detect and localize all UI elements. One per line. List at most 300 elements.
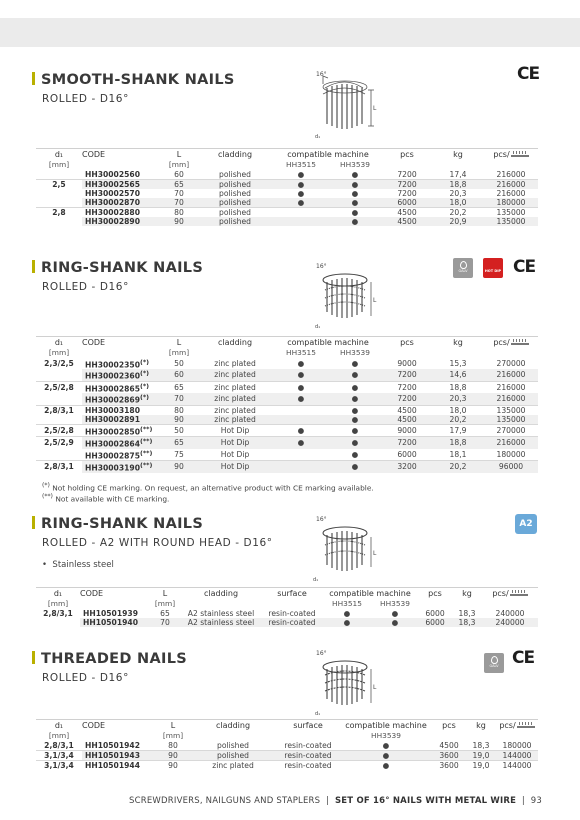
footnote-marker: (**)	[139, 462, 153, 470]
code-cell: HH30002865(*)	[82, 381, 162, 393]
pcs-cell: 7200	[382, 393, 432, 405]
length-cell: 90	[162, 415, 196, 425]
diameter-cell	[36, 170, 82, 180]
col-header-surface: surface	[262, 588, 322, 599]
smooth-shank-table	[36, 148, 538, 226]
kg-cell: 15,3	[449, 358, 467, 368]
footnote-marker: (**)	[139, 449, 153, 457]
diameter-cell: 2,8/3,1	[36, 461, 82, 473]
kg-cell: 17,9	[432, 424, 484, 437]
code-cell: HH30002891	[82, 415, 162, 425]
table-row	[36, 217, 538, 226]
machine-dot-cell: ●	[274, 381, 328, 393]
svg-text:d₁: d₁	[315, 324, 321, 330]
section-subtitle: ROLLED - A2 WITH ROUND HEAD - D16°	[42, 537, 273, 549]
cladding-cell: zinc plated	[196, 369, 274, 381]
col-header-cladding: cladding	[180, 588, 262, 599]
pcs-cell: 7200	[382, 381, 432, 393]
pcs-cell: 4500	[382, 405, 432, 415]
ce-mark-icon: CE	[512, 648, 535, 668]
col-header-pcs: pcs	[382, 337, 432, 348]
table-row	[36, 179, 538, 189]
col-header-L: L	[162, 337, 196, 348]
diameter-cell	[36, 198, 82, 208]
diameter-cell: 2,8/3,1	[36, 405, 82, 415]
machine-dot-cell: ●	[351, 188, 359, 198]
machine-dot-cell: ●	[274, 393, 328, 405]
pcs-pallet-cell: 180000	[484, 198, 538, 208]
kg-cell: 18,0	[432, 198, 484, 208]
pcs-pallet-cell: 180000	[496, 449, 526, 459]
angle-label: 16°	[316, 71, 327, 78]
cladding-cell: polished	[217, 740, 249, 750]
page-footer: SCREWDRIVERS, NAILGUNS AND STAPLERS | SET OF 16° NAILS WITH METAL WIRE | 93	[129, 796, 542, 806]
svg-text:16°: 16°	[316, 516, 327, 523]
pcs-cell: 7200	[382, 179, 432, 189]
length-cell: 65	[162, 381, 196, 393]
diameter-cell: 2,5/2,8	[36, 424, 82, 437]
length-cell: 80	[162, 207, 196, 217]
kg-cell: 18,3	[472, 740, 490, 750]
machine-dot-cell: ●	[274, 437, 328, 449]
length-cell: 90	[162, 217, 196, 226]
pcs-cell: 3200	[382, 461, 432, 473]
footnote-marker: (**)	[139, 438, 153, 446]
table-row	[36, 405, 538, 415]
footnote: (*) Not holding CE marking. On request, an alternative product with CE marking available.	[42, 482, 374, 493]
col-header-pcs-pallet: pcs/	[484, 337, 538, 348]
length-cell: 70	[162, 393, 196, 405]
kg-cell: 18,1	[449, 449, 467, 459]
diameter-cell: 2,8/3,1	[43, 608, 73, 618]
code-cell: HH30003190(**)	[82, 461, 162, 473]
machine-dot-cell: ●	[351, 169, 359, 179]
col-header-code: CODE	[82, 720, 156, 731]
code-cell: HH10501939	[83, 608, 138, 618]
pcs-pallet-cell: 216000	[484, 381, 538, 393]
diameter-cell	[36, 189, 82, 198]
pcs-pallet-cell: 216000	[496, 188, 526, 198]
pcs-pallet-cell: 135000	[484, 405, 538, 415]
table-row	[36, 424, 538, 437]
code-cell: HH10501942	[85, 740, 140, 750]
pcs-cell: 7200	[382, 437, 432, 449]
machine-dot-cell: ●	[351, 358, 359, 368]
pcs-pallet-cell: 216000	[484, 369, 538, 381]
machine-dot-cell: ●	[328, 217, 382, 226]
svg-text:L: L	[373, 550, 377, 557]
table-row	[36, 189, 538, 198]
code-cell: HH30002570	[85, 188, 140, 198]
svg-text:L: L	[373, 297, 377, 304]
pcs-pallet-cell: 180000	[502, 740, 532, 750]
section-title: RING-SHANK NAILS	[32, 260, 203, 276]
code-cell: HH10501943	[82, 750, 156, 760]
machine-dot-cell: ●	[274, 424, 328, 437]
cladding-cell: polished	[196, 207, 274, 217]
machine-dot-cell: ●	[274, 369, 328, 381]
svg-text:d₁: d₁	[315, 711, 321, 717]
diameter-cell	[36, 449, 82, 461]
footer-category: SCREWDRIVERS, NAILGUNS AND STAPLERS	[129, 796, 321, 806]
col-header-code: CODE	[82, 337, 162, 348]
kg-cell: 19,0	[466, 750, 496, 760]
footnote-marker: (*)	[139, 358, 150, 366]
coil-nail-icon	[305, 260, 385, 330]
kg-cell: 18,3	[458, 608, 476, 618]
col-header-surface: surface	[276, 720, 340, 731]
col-header-d: d₁	[36, 149, 82, 160]
length-cell: 90	[162, 461, 196, 473]
kg-cell: 20,2	[432, 415, 484, 425]
diameter-cell: 2,5	[36, 179, 82, 189]
cladding-cell: polished	[219, 188, 251, 198]
pallet-icon	[511, 339, 529, 345]
ce-mark-icon: CE	[513, 257, 536, 277]
machine-dot-cell: ●	[340, 760, 432, 770]
machine-dot-cell	[274, 415, 328, 425]
pcs-cell: 3600	[432, 750, 466, 760]
surface-cell: resin-coated	[276, 750, 340, 760]
cladding-cell: zinc plated	[196, 381, 274, 393]
machine-dot-cell: ●	[322, 618, 372, 627]
col-header-L: L	[156, 720, 190, 731]
pallet-icon	[517, 722, 535, 728]
ring-shank-table: d₁ CODE L cladding compatible machine pcs kg pcs/ [mm] [mm] HH3515 HH3539 2,3/2,5 HH30002350(*) 50 zinc plated ● ● 9000 15,3 270000 HH30002360(*) 60 zinc plated ● ● 7200 14,6 216000 2,5/2,8 HH30002865(*) 65 zinc plated ● ● 7200 18,8 216000 HH30002869(*) 70 zinc plated ● ● 7200 20,3 216000 2,8/3,1 HH30003180 80 zinc plated ● 4500 18,0 135000 HH30002891 90 zinc plated ● 4500 20,2 135000 2,5/2,8 HH30002850(**) 50 Hot Dip ● ● 9000 17,9 270000 2,5/2,9 HH30002864(**) 65 Hot Dip ● ● 7200 18,8 216000 HH30002875(**) 75 Hot Dip ● 6000 18,1 180000 2,8/3,1 HH30003190(**) 90 Hot Dip ● 3200 20,2 96000	[36, 336, 538, 473]
kg-cell: 18,8	[432, 437, 484, 449]
pcs-cell: 9000	[397, 358, 417, 368]
galv-badge-icon: GALV	[484, 653, 504, 673]
table-row	[36, 415, 538, 425]
length-cell: 90	[156, 750, 190, 760]
cladding-cell: polished	[196, 217, 274, 226]
code-cell: HH10501940	[80, 618, 150, 627]
surface-cell: resin-coated	[262, 618, 322, 627]
machine-dot-cell: ●	[297, 358, 305, 368]
length-cell: 60	[162, 369, 196, 381]
pcs-cell: 7200	[382, 369, 432, 381]
machine-dot-cell: ●	[328, 437, 382, 449]
length-cell: 75	[174, 449, 184, 459]
table-row	[36, 393, 538, 405]
cladding-cell: Hot Dip	[196, 437, 274, 449]
pcs-pallet-cell: 240000	[482, 618, 538, 627]
table-row	[36, 449, 538, 461]
footnote: (**) Not available with CE marking.	[42, 493, 170, 504]
kg-cell: 20,2	[432, 461, 484, 473]
unit-mm: [mm]	[48, 160, 70, 169]
surface-cell: resin-coated	[268, 608, 316, 618]
length-cell: 80	[168, 740, 178, 750]
diameter-cell: 3,1/3,4	[36, 760, 82, 770]
machine-dot-cell: ●	[343, 608, 351, 618]
col-header-pcs: pcs	[432, 720, 466, 731]
code-cell: HH30003180	[82, 405, 162, 415]
footnote-marker: (*)	[139, 382, 150, 390]
diameter-cell: 2,5/2,8	[36, 381, 82, 393]
cladding-cell: zinc plated	[196, 415, 274, 425]
pcs-pallet-cell: 216000	[484, 393, 538, 405]
pcs-pallet-cell: 135000	[484, 207, 538, 217]
col-header-L: L	[150, 588, 180, 599]
length-cell: 90	[156, 760, 190, 770]
section-title: THREADED NAILS	[32, 651, 187, 667]
unit-mm: [mm]	[168, 160, 190, 169]
pcs-pallet-cell: 135000	[484, 217, 538, 226]
pcs-pallet-cell: 270000	[496, 358, 526, 368]
code-cell: HH30002869(*)	[82, 393, 162, 405]
pcs-cell: 6000	[425, 608, 445, 618]
kg-cell: 17,4	[449, 169, 467, 179]
code-cell: HH30002870	[82, 198, 162, 208]
length-cell: 70	[174, 188, 184, 198]
title-accent-bar	[32, 72, 35, 85]
col-header-d: d₁	[36, 337, 82, 348]
table-row	[36, 170, 538, 180]
pcs-cell: 6000	[418, 618, 452, 627]
col-header-machine: compatible machine	[340, 720, 432, 731]
col-header-L: L	[162, 149, 196, 160]
machine-dot-cell: ●	[297, 188, 305, 198]
kg-cell: 19,0	[466, 760, 496, 770]
pcs-pallet-cell: 216000	[484, 179, 538, 189]
table-row	[36, 760, 538, 770]
cladding-cell: A2 stainless steel	[180, 618, 262, 627]
length-cell: 65	[162, 179, 196, 189]
machine-dot-cell: ●	[328, 369, 382, 381]
cladding-cell: polished	[196, 179, 274, 189]
material-bullet: • Stainless steel	[42, 560, 114, 570]
pcs-pallet-cell: 240000	[495, 608, 525, 618]
col-header-kg: kg	[452, 588, 482, 599]
coil-nail-icon	[305, 513, 385, 583]
col-header-pcs-pallet: pcs/	[496, 720, 538, 731]
kg-cell: 18,3	[452, 618, 482, 627]
code-cell: HH30002350(*)	[85, 358, 150, 370]
footnote-marker: (*)	[139, 394, 150, 402]
diameter-cell: 2,8/3,1	[44, 740, 74, 750]
table-row	[36, 750, 538, 760]
diameter-cell: 3,1/3,4	[36, 750, 82, 760]
pcs-cell: 3600	[432, 760, 466, 770]
pcs-pallet-cell: 216000	[484, 437, 538, 449]
table-row	[36, 369, 538, 381]
pcs-cell: 6000	[382, 198, 432, 208]
section-subtitle: ROLLED - D16°	[42, 281, 129, 293]
a2-badge-icon: A2	[515, 514, 537, 534]
code-cell: HH30002850(**)	[82, 424, 162, 437]
machine-dot-cell: ●	[274, 179, 328, 189]
ce-mark-icon: CE	[517, 64, 540, 84]
section-subtitle: ROLLED - D16°	[42, 93, 129, 105]
code-cell: HH30002890	[82, 217, 162, 226]
machine-dot-cell: ●	[328, 207, 382, 217]
machine-dot-cell: ●	[328, 461, 382, 473]
hot-dip-badge-icon: HOT DIP	[483, 258, 503, 278]
col-header-pcs-pallet: pcs/	[482, 588, 538, 599]
length-cell: 60	[174, 169, 184, 179]
table-row	[36, 618, 538, 627]
length-cell: 50	[162, 424, 196, 437]
code-cell: HH30002565	[82, 179, 162, 189]
col-header-cladding: cladding	[196, 337, 274, 348]
cladding-cell: polished	[219, 169, 251, 179]
machine-dot-cell	[274, 449, 328, 461]
machine-dot-cell: ●	[328, 179, 382, 189]
col-header-kg: kg	[432, 149, 484, 160]
kg-cell: 18,8	[432, 381, 484, 393]
machine-dot-cell: ●	[351, 449, 359, 459]
pcs-cell: 7200	[397, 169, 417, 179]
threaded-nails-table: d₁ CODE L cladding surface compatible machine pcs kg pcs/ [mm] [mm] HH3539 2,8/3,1 HH10501942 80 polished resin-coated ● 4500 18,3 180000 3,1/3,4 HH10501943 90 polished resin-coated ● 3600 19,0 144000 3,1/3,4 HH10501944 90 zinc plated resin-coated ● 3600 19,0 144000	[36, 719, 538, 770]
machine-dot-cell: ●	[391, 608, 399, 618]
length-cell: 80	[162, 405, 196, 415]
section-title: SMOOTH-SHANK NAILS	[32, 72, 235, 88]
table-row	[36, 437, 538, 449]
table-row	[36, 609, 538, 618]
coil-nail-icon	[305, 647, 385, 717]
surface-cell: resin-coated	[284, 740, 332, 750]
cladding-cell: polished	[190, 750, 276, 760]
machine-dot-cell	[274, 405, 328, 415]
table-row	[36, 381, 538, 393]
kg-cell: 20,9	[432, 217, 484, 226]
col-header-pcs: pcs	[382, 149, 432, 160]
svg-text:d₁: d₁	[313, 577, 319, 583]
table-row	[36, 358, 538, 370]
pcs-pallet-cell: 135000	[484, 415, 538, 425]
pcs-pallet-cell: 144000	[496, 760, 538, 770]
svg-text:16°: 16°	[316, 263, 327, 270]
machine-dot-cell	[274, 461, 328, 473]
cladding-cell: polished	[196, 198, 274, 208]
machine-hh3539: HH3539	[340, 160, 370, 169]
col-header-kg: kg	[466, 720, 496, 731]
pcs-cell: 7200	[397, 188, 417, 198]
machine-hh3515: HH3515	[286, 160, 316, 169]
pcs-cell: 4500	[382, 415, 432, 425]
table-row	[36, 741, 538, 751]
footnote-marker: (**)	[139, 425, 153, 433]
kg-cell: 18,0	[432, 405, 484, 415]
diameter-cell	[36, 618, 80, 627]
col-header-cladding: cladding	[196, 149, 274, 160]
diameter-cell	[36, 369, 82, 381]
pcs-cell: 6000	[397, 449, 417, 459]
pcs-cell: 4500	[382, 217, 432, 226]
kg-cell: 20,2	[432, 207, 484, 217]
machine-dot-cell: ●	[328, 381, 382, 393]
diameter-cell	[36, 217, 82, 226]
pcs-pallet-cell: 216000	[496, 169, 526, 179]
machine-dot-cell: ●	[340, 750, 432, 760]
page-number: 93	[530, 796, 542, 806]
machine-dot-cell: ●	[328, 405, 382, 415]
kg-cell: 20,3	[449, 188, 467, 198]
svg-text:L: L	[373, 684, 377, 691]
code-cell: HH10501944	[82, 760, 156, 770]
length-cell: 65	[160, 608, 170, 618]
cladding-cell: zinc plated	[196, 405, 274, 415]
cladding-cell: Hot Dip	[196, 424, 274, 437]
col-header-code: CODE	[82, 149, 162, 160]
code-cell: HH30002360(*)	[82, 369, 162, 381]
section-subtitle: ROLLED - D16°	[42, 672, 129, 684]
col-header-code: CODE	[80, 588, 150, 599]
machine-dot-cell	[274, 207, 328, 217]
kg-cell: 14,6	[432, 369, 484, 381]
code-cell: HH30002875(**)	[85, 449, 153, 461]
col-header-machine: compatible machine	[274, 149, 382, 160]
cladding-cell: Hot Dip	[220, 449, 250, 459]
pcs-pallet-cell: 144000	[496, 750, 538, 760]
a2-ring-shank-table: d₁ CODE L cladding surface compatible machine pcs kg pcs/ [mm] [mm] HH3515 HH3539 2,8/3,1 HH10501939 65 A2 stainless steel resin-coated ● ● 6000 18,3 240000 HH10501940 70 A2 stainless steel resin-coated ● ● 6000 18,3 240000	[36, 587, 538, 627]
code-cell: HH30002880	[82, 207, 162, 217]
pallet-icon	[510, 590, 528, 596]
pallet-icon	[511, 151, 529, 157]
diameter-cell	[36, 393, 82, 405]
col-header-pcs-pallet: pcs/	[484, 149, 538, 160]
pcs-cell: 4500	[439, 740, 459, 750]
machine-dot-cell: ●	[328, 415, 382, 425]
machine-dot-cell: ●	[328, 424, 382, 437]
machine-dot-cell: ●	[297, 169, 305, 179]
col-header-cladding: cladding	[190, 720, 276, 731]
code-cell: HH30002864(**)	[82, 437, 162, 449]
machine-dot-cell: ●	[328, 198, 382, 208]
top-band	[0, 18, 580, 47]
cladding-cell: zinc plated	[214, 358, 256, 368]
col-header-d: d₁	[36, 720, 82, 731]
cladding-cell: Hot Dip	[196, 461, 274, 473]
section-title: RING-SHANK NAILS	[32, 516, 203, 532]
machine-dot-cell: ●	[382, 740, 390, 750]
length-cell: 65	[162, 437, 196, 449]
cladding-cell: zinc plated	[196, 393, 274, 405]
diameter-cell: 2,3/2,5	[44, 358, 74, 368]
coil-nail-icon	[305, 68, 385, 140]
col-header-machine: compatible machine	[274, 337, 382, 348]
pcs-pallet-cell: 270000	[484, 424, 538, 437]
pcs-cell: 4500	[382, 207, 432, 217]
table-row	[36, 198, 538, 208]
galv-badge-icon: GALV	[453, 258, 473, 278]
diameter-cell: 2,8	[36, 207, 82, 217]
table-row	[36, 207, 538, 217]
length-cell: 50	[174, 358, 184, 368]
col-header-kg: kg	[432, 337, 484, 348]
col-header-d: d₁	[36, 588, 80, 599]
footnote-marker: (*)	[139, 370, 150, 378]
diameter-label: d₁	[315, 134, 321, 140]
cladding-cell: zinc plated	[190, 760, 276, 770]
footer-section: SET OF 16° NAILS WITH METAL WIRE	[334, 796, 517, 806]
col-header-machine: compatible machine	[322, 588, 418, 599]
length-cell: 70	[150, 618, 180, 627]
code-cell: HH30002560	[85, 169, 140, 179]
kg-cell: 20,3	[432, 393, 484, 405]
diameter-cell	[36, 415, 82, 425]
diameter-cell: 2,5/2,9	[36, 437, 82, 449]
col-header-pcs: pcs	[418, 588, 452, 599]
svg-text:16°: 16°	[316, 650, 327, 657]
pcs-cell: 9000	[382, 424, 432, 437]
length-cell: 70	[162, 198, 196, 208]
length-label: L	[373, 105, 377, 112]
surface-cell: resin-coated	[276, 760, 340, 770]
table-row	[36, 461, 538, 473]
machine-dot-cell: ●	[328, 393, 382, 405]
